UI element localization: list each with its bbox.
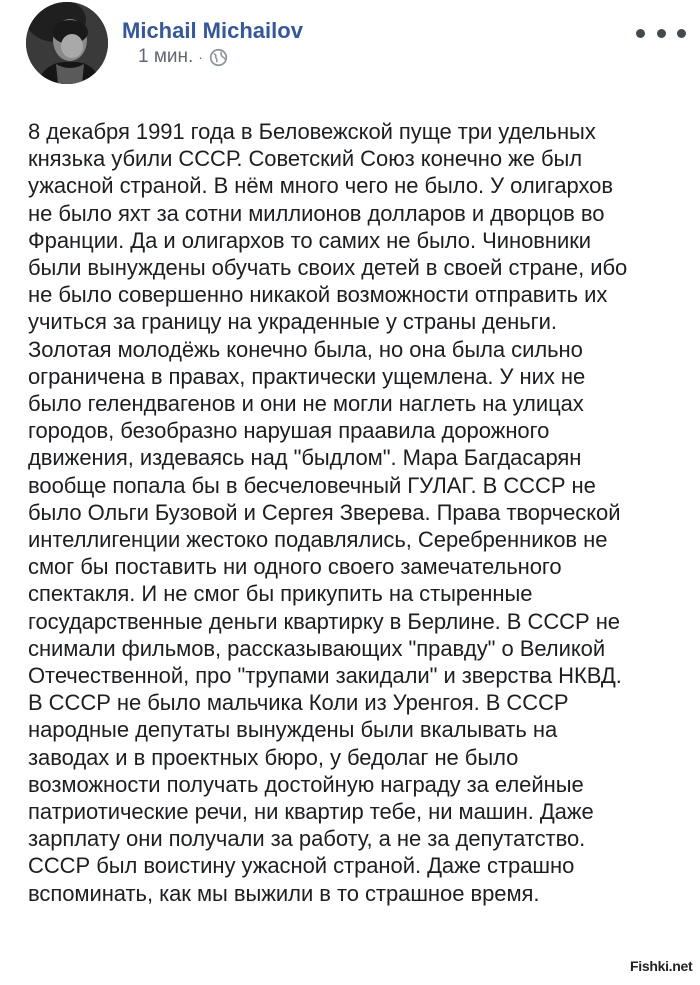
author-avatar[interactable] bbox=[26, 2, 108, 84]
post-text bbox=[28, 118, 694, 907]
post-text-line: 8 декабря 1991 года в Беловежской пуще три удельных bbox=[28, 119, 596, 144]
post-text-line: ужасной страной. В нём много чего не было. У олигархов bbox=[28, 173, 613, 199]
author-name[interactable]: Michail Michailov bbox=[122, 18, 303, 43]
post-text-line: СССР был воистину ужасной страной. Даже страшно bbox=[28, 853, 575, 879]
watermark: Fishki.net bbox=[630, 958, 693, 974]
post-timestamp[interactable]: 1 мин. bbox=[138, 46, 194, 67]
post-text-line: было Ольги Бузовой и Сергея Зверева. Права творческой bbox=[28, 499, 621, 525]
post-text-line: В СССР не было мальчика Коли из Уренгоя. В СССР bbox=[28, 690, 569, 716]
post-text-line: зарплату они получали за работу, а не за депутатство. bbox=[28, 826, 586, 852]
more-options-dot bbox=[677, 29, 686, 38]
post-text-line: патриотические речи, ни квартир тебе, ни машин. Даже bbox=[28, 799, 594, 825]
more-options-dot bbox=[636, 29, 645, 38]
post-text-line: Отечественной, про "трупами закидали" и зверства НКВД. bbox=[28, 663, 622, 689]
meta-separator: · bbox=[198, 49, 203, 65]
post-text-line: учиться за границу на украденные у страны деньги. bbox=[28, 309, 557, 335]
post-text-line: Франции. Да и олигархов то самих не было. Чиновники bbox=[28, 227, 592, 253]
avatar-portrait-icon bbox=[26, 2, 108, 84]
post-text-line: смог бы поставить ни одного своего замечательного bbox=[28, 554, 562, 580]
post-text-line: городов, безобразно нарушая праавила дорожного bbox=[28, 418, 550, 444]
more-options-dot bbox=[657, 29, 666, 38]
post-text-line: не было яхт за сотни миллионов долларов и дворцов во bbox=[28, 200, 605, 226]
post-text-line: интеллигенции жестоко подавлялись, Серебренников не bbox=[28, 527, 608, 553]
post-text-line: были вынуждены обучать своих детей в своей стране, ибо bbox=[28, 255, 628, 281]
post-text-line: народные депутаты вынуждены были вкалывать на bbox=[28, 717, 558, 743]
post-text-line: ограничена в правах, практически ущемлена. У них не bbox=[28, 363, 586, 389]
post-text-line: вспоминать, как мы выжили в то страшное время. bbox=[28, 880, 540, 906]
post-text-line: князька убили СССР. Советский Союз конечно же был bbox=[28, 146, 583, 172]
post-text-line: спектакля. И не смог бы прикупить на стыренные bbox=[28, 581, 533, 607]
post-text-line: снимали фильмов, рассказывающих "правду" о Великой bbox=[28, 635, 606, 661]
more-options-button[interactable] bbox=[636, 20, 686, 46]
post-text-line: было гелендвагенов и они не могли наглеть на улицах bbox=[28, 391, 584, 417]
post-header bbox=[0, 0, 700, 90]
post-text-line: государственные деньги квартирку в Берлине. В СССР не bbox=[28, 608, 620, 634]
post-meta bbox=[138, 46, 228, 68]
post-text-line: заводах и в проектных бюро, у бедолаг не было bbox=[28, 744, 519, 770]
post-text-line: движения, издеваясь над "быдлом". Мара Багдасарян bbox=[28, 445, 582, 471]
post-text-line: не было совершенно никакой возможности отправить их bbox=[28, 282, 608, 308]
post-text-line: Золотая молодёжь конечно была, но она была сильно bbox=[28, 336, 583, 362]
globe-icon bbox=[209, 48, 228, 67]
post-text-line: вообще попала бы в бесчеловечный ГУЛАГ. В СССР не bbox=[28, 472, 596, 498]
post-text-line: возможности получать достойную награду за елейные bbox=[28, 771, 584, 797]
